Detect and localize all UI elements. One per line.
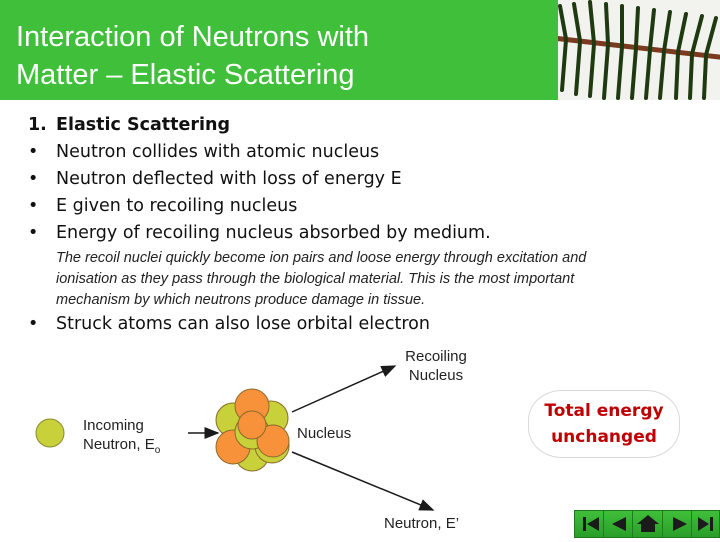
note-line-2: ionisation as they pass through the biological material. This is the most important (56, 271, 575, 287)
last-slide-button[interactable] (691, 510, 720, 538)
list-marker: • (28, 142, 39, 162)
recoil-arrow (292, 366, 395, 412)
total-line-2: unchanged (551, 427, 657, 447)
list-text: Struck atoms can also lose orbital electron (56, 314, 430, 334)
incoming-neutron-label: Incoming Neutron, $E_o$ (83, 417, 161, 456)
home-button[interactable] (632, 510, 664, 538)
scattered-arrow (292, 452, 433, 510)
title-line-2: Matter – Elastic Scattering (16, 59, 355, 91)
last-icon (692, 511, 719, 537)
scattered-neutron-label: Neutron, E’ (384, 515, 460, 532)
home-icon (633, 511, 663, 537)
list-marker: • (28, 196, 39, 216)
title-line-1: Interaction of Neutrons with (16, 21, 370, 53)
recoiling-nucleus-label: Recoiling Nucleus (405, 348, 467, 384)
incoming-neutron (36, 419, 64, 447)
list-text: E given to recoiling nucleus (56, 196, 298, 216)
list-text: Neutron deflected with loss of energy E (56, 169, 402, 189)
nucleus-label: Nucleus (297, 425, 352, 442)
total-line-1: Total energy (544, 401, 664, 421)
list-text: Energy of recoiling nucleus absorbed by medium. (56, 223, 491, 243)
total-energy-callout (528, 390, 680, 458)
note-line-1: The recoil nuclei quickly become ion pairs and loose energy through excitation and (56, 250, 587, 266)
list-marker: • (28, 314, 39, 334)
list-marker: 1. (28, 115, 47, 135)
nucleus-cluster (216, 389, 289, 471)
slide-nav (574, 510, 720, 540)
note-line-3: mechanism by which neutrons produce damage in tissue. (56, 292, 426, 308)
list-text: Neutron collides with atomic nucleus (56, 142, 380, 162)
list-marker: • (28, 223, 39, 243)
list-marker: • (28, 169, 39, 189)
list-text: Elastic Scattering (56, 115, 231, 135)
